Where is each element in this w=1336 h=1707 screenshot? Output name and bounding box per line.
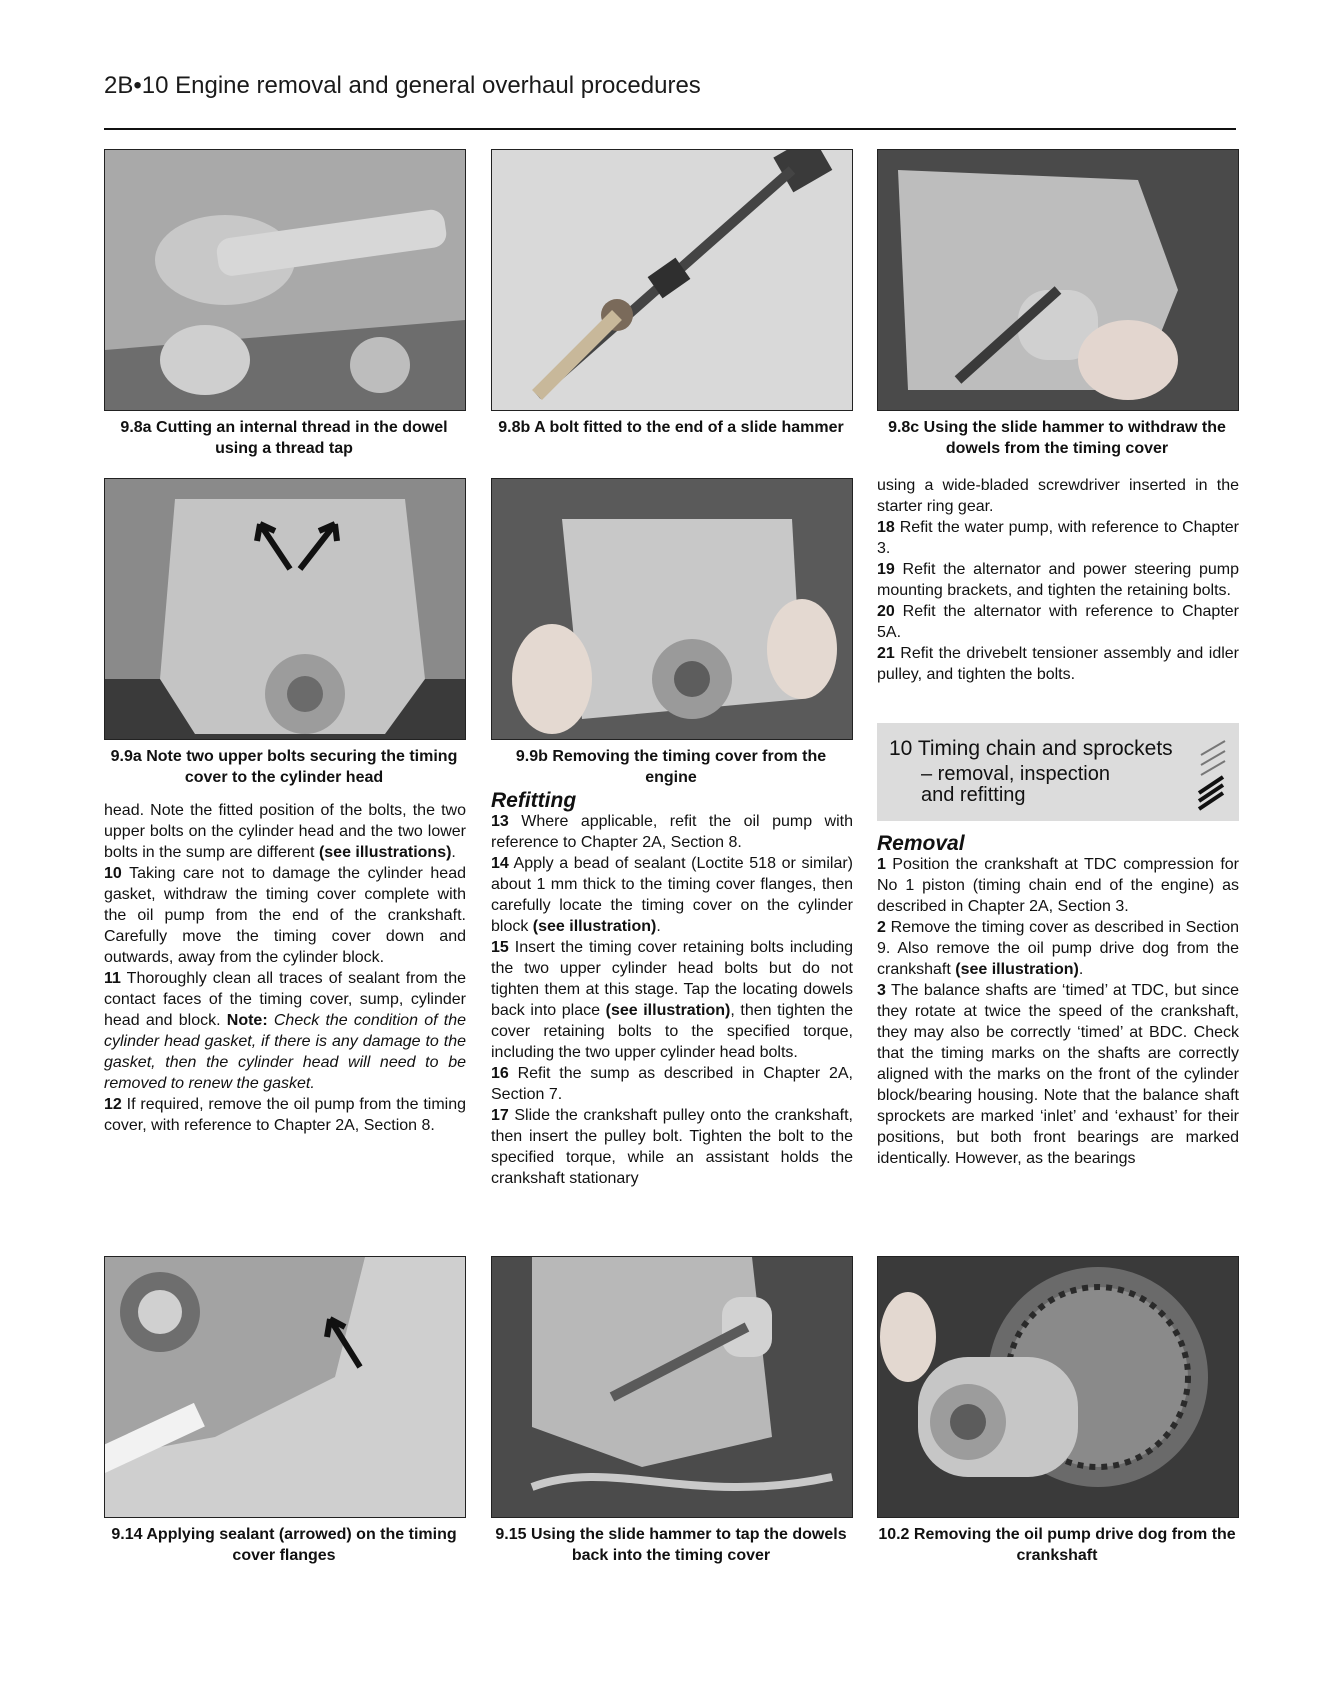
- para-11: 11 Thoroughly clean all traces of sealant from the contact faces of the timing cover, sump, cylinder head and block. Note: Check the condition of the cylinder head gasket, if there is any damage to the gasket, then the cylinder head will need to be removed to renew the gasket.: [104, 970, 467, 1092]
- para-17: 17 Slide the crankshaft pulley onto the crankshaft, then insert the pulley bolt. Tighten the bolt to the specified torque, while an assistant holds the crankshaft stationary: [491, 1107, 853, 1187]
- para-10-2: 2 Remove the timing cover as described in Section 9. Also remove the oil pump drive dog from the crankshaft (see illustration).: [877, 919, 1239, 978]
- refitting-heading: Refitting: [491, 789, 577, 812]
- para-21: 21 Refit the drivebelt tensioner assembly and idler pulley, and tighten the bolts.: [877, 645, 1239, 683]
- caption-9-9b: 9.9b Removing the timing cover from the engine: [515, 748, 827, 786]
- caption-9-15: 9.15 Using the slide hammer to tap the dowels back into the timing cover: [495, 1526, 847, 1564]
- column-1: [104, 800, 466, 1136]
- section-10-title: 10 Timing chain and sprockets: [889, 737, 1173, 760]
- para-19: 19 Refit the alternator and power steering pump mounting brackets, and tighten the retaining bolts.: [877, 561, 1239, 599]
- caption-9-9a: 9.9a Note two upper bolts securing the timing cover to the cylinder head: [110, 748, 458, 786]
- para-15: 15 Insert the timing cover retaining bolts including the two upper cylinder head bolts but do not tighten them at this stage. Tap the locating dowels back into place (see illustration), then tighten the cover retaining bolts to the specified torque, including the two upper cylinder head bolts.: [491, 939, 854, 1061]
- slide-hammer-timing-cover-icon: [878, 150, 1238, 410]
- photo-9-14: [104, 1256, 466, 1518]
- caption-9-8b: 9.8b A bolt fitted to the end of a slide hammer: [498, 419, 844, 436]
- photo-9-8a: [104, 149, 466, 411]
- para-cont: using a wide-bladed screwdriver inserted in the starter ring gear.: [877, 477, 1239, 515]
- column-3-top: [877, 475, 1239, 685]
- para-10-3: 3 The balance shafts are ‘timed’ at TDC, but since they rotate at twice the speed of the crankshaft, they may also be correctly ‘timed’ at BDC. Check that the timing marks on the shafts are correctly aligned with the marks on the front of the cylinder block/bearing housing. Note that the balance shaft sprockets are marked ‘inlet’ and ‘exhaust’ for their positions, but both front bearings are marked identically. However, as the bearings: [877, 982, 1239, 1167]
- para-9-cont: head. Note the fitted position of the bolts, the two upper bolts on the cylinder head and the two lower bolts in the sump are different (see illustrations).: [104, 802, 466, 861]
- para-18: 18 Refit the water pump, with reference to Chapter 3.: [877, 519, 1239, 557]
- timing-cover-arrows-icon: [105, 479, 465, 739]
- tapping-dowels-icon: [492, 1257, 852, 1517]
- para-20: 20 Refit the alternator with reference to Chapter 5A.: [877, 603, 1239, 641]
- column-3-bottom: [877, 833, 1239, 1169]
- column-2: [491, 790, 853, 1189]
- photo-9-8b: [491, 149, 853, 411]
- caption-10-2: 10.2 Removing the oil pump drive dog from the crankshaft: [878, 1526, 1236, 1564]
- photo-9-8c: [877, 149, 1239, 411]
- para-10: 10 Taking care not to damage the cylinder head gasket, withdraw the timing cover complete with the oil pump from the end of the crankshaft. Carefully move the timing cover down and outwards, away from the cylinder block.: [104, 865, 466, 966]
- para-14: 14 Apply a bead of sealant (Loctite 518 or similar) about 1 mm thick to the timing cover flanges, then carefully locate the timing cover on the cylinder block (see illustration).: [491, 855, 853, 935]
- difficulty-spanner-icon: [1195, 733, 1231, 813]
- header-rule: [104, 128, 1236, 130]
- photo-9-9a: [104, 478, 466, 740]
- sealant-flanges-icon: [105, 1257, 465, 1517]
- photo-10-2: [877, 1256, 1239, 1518]
- caption-9-14: 9.14 Applying sealant (arrowed) on the timing cover flanges: [111, 1526, 457, 1564]
- caption-9-8c: 9.8c Using the slide hammer to withdraw the dowels from the timing cover: [888, 419, 1226, 457]
- removing-timing-cover-icon: [492, 479, 852, 739]
- para-13: 13 Where applicable, refit the oil pump with reference to Chapter 2A, Section 8.: [491, 813, 853, 851]
- section-10-subtitle-2: and refitting: [921, 784, 1026, 806]
- section-10-heading: [877, 723, 1239, 821]
- oil-pump-drive-dog-icon: [878, 1257, 1238, 1517]
- para-16: 16 Refit the sump as described in Chapter 2A, Section 7.: [491, 1065, 853, 1103]
- photo-9-15: [491, 1256, 853, 1518]
- removal-heading: Removal: [877, 832, 965, 855]
- photo-9-9b: [491, 478, 853, 740]
- thread-tap-icon: [105, 150, 465, 410]
- para-10-1: 1 Position the crankshaft at TDC compression for No 1 piston (timing chain end of the engine) as described in Chapter 2A, Section 3.: [877, 856, 1239, 915]
- page-header: 2B•10 Engine removal and general overhaul procedures: [104, 72, 701, 99]
- caption-9-8a: 9.8a Cutting an internal thread in the dowel using a thread tap: [120, 419, 448, 457]
- slide-hammer-icon: [492, 150, 852, 410]
- para-12: 12 If required, remove the oil pump from the timing cover, with reference to Chapter 2A, Section 8.: [104, 1096, 466, 1134]
- section-10-subtitle-1: – removal, inspection: [921, 763, 1110, 785]
